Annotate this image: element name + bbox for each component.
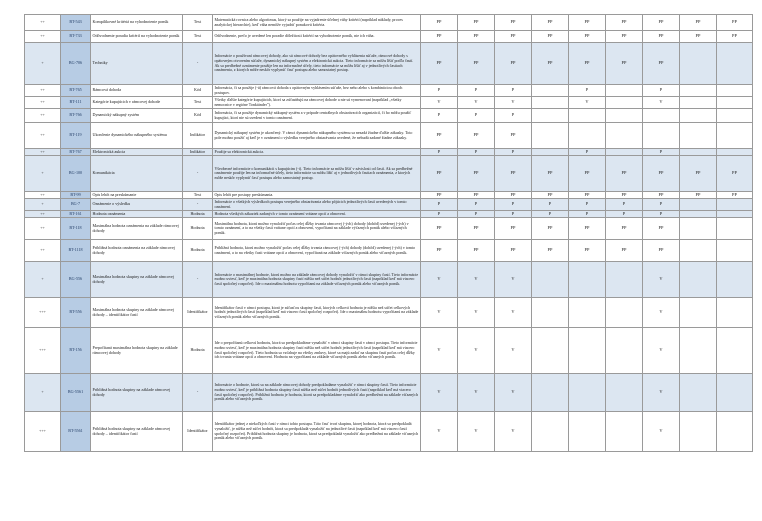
table-row <box>25 412 753 452</box>
notice-column-value: P <box>532 211 569 218</box>
requirements-table <box>24 14 753 452</box>
term-type: - <box>183 43 213 85</box>
term-id: BT-5561 <box>61 412 91 452</box>
notice-column-value: P <box>495 199 532 211</box>
notice-column-value: PP <box>495 31 532 43</box>
notice-column-value: PP <box>495 156 532 192</box>
notice-column-value: PP <box>532 43 569 85</box>
notice-column-value <box>717 211 753 218</box>
notice-column-value: V <box>643 262 680 298</box>
notice-column-value <box>569 109 606 123</box>
notice-column-value <box>569 298 606 328</box>
notice-column-value <box>532 123 569 149</box>
table-row <box>25 123 753 149</box>
notice-column-value: PP <box>569 218 606 240</box>
notice-column-value <box>717 149 753 156</box>
notice-column-value: PP <box>495 123 532 149</box>
term-name: Dynamický nákupný systém <box>91 109 183 123</box>
term-description: Hodnota všetkých zákaziek zadaných v tomto oznámení vrátane opcií a obnovení. <box>213 211 421 218</box>
row-level-mark: ++ <box>25 240 61 262</box>
notice-column-value: V <box>421 262 458 298</box>
notice-column-value <box>680 109 717 123</box>
notice-column-value: PP <box>606 192 643 199</box>
notice-column-value: P <box>643 211 680 218</box>
notice-column-value <box>606 298 643 328</box>
notice-column-value: P <box>495 85 532 97</box>
row-level-mark: ++ <box>25 15 61 31</box>
term-id: BG-7 <box>61 199 91 211</box>
row-level-mark: +++ <box>25 328 61 374</box>
notice-column-value <box>680 43 717 85</box>
term-type: Indikátor <box>183 149 213 156</box>
notice-column-value: PP <box>421 218 458 240</box>
term-name: Ukončenie dynamického nákupného systému <box>91 123 183 149</box>
notice-column-value: P <box>606 211 643 218</box>
term-type: Indikátor <box>183 123 213 149</box>
notice-column-value: V <box>495 97 532 109</box>
notice-column-value: V <box>643 328 680 374</box>
table-row <box>25 15 753 31</box>
notice-column-value: P <box>495 109 532 123</box>
notice-column-value: PP <box>421 123 458 149</box>
notice-column-value: V <box>643 298 680 328</box>
notice-column-value: PP <box>495 15 532 31</box>
row-level-mark: ++ <box>25 149 61 156</box>
term-description: Informácie o hodnote, ktorú sa na základe rámcovej dohody predpokladáme vynaložiť v rámci skupiny častí. Tieto informácie možno uviesť, keď je približná hodnota skupiny častí nižšia než súčet hodnôt jednotlivých častí (napríklad keď má viacero častí spoločný rozpočet). Približná hodnota je hodnota, ktorú sa predpokladáme vynaložiť ako predbežnú na základe víťazných ponúk alebo víťazných ponúk. <box>213 374 421 412</box>
term-description: Informácie o maximálnej hodnote, ktorú možno na základe rámcovej dohody vynaložiť v rámci skupiny častí. Tieto informácie možno uviesť, keď je maximálna hodnota skupiny častí nižšia než súčet hodnôt jednotlivých častí (napríklad keď má viacero častí spoločný rozpočet). Ide o maximálnu hodnotu vypočítanú na základe víťazných ponúk alebo víťazných ponúk. <box>213 262 421 298</box>
term-name: Oznámenie o výsledku <box>91 199 183 211</box>
notice-column-value <box>680 240 717 262</box>
table-row <box>25 85 753 97</box>
notice-column-value: P <box>569 199 606 211</box>
notice-column-value <box>606 262 643 298</box>
term-id: BT-119 <box>61 123 91 149</box>
term-name: Kategórie kupujúcich v rámcovej dohode <box>91 97 183 109</box>
term-name: Približná hodnota skupiny na základe rámcovej dohody <box>91 374 183 412</box>
notice-column-value: PP <box>458 156 495 192</box>
notice-column-value: V <box>643 412 680 452</box>
notice-column-value: PP <box>458 218 495 240</box>
term-name: Rámcová dohoda <box>91 85 183 97</box>
notice-column-value <box>606 374 643 412</box>
term-name: Približná hodnota oznámenia na základe rámcovej dohody <box>91 240 183 262</box>
notice-column-value: PP <box>569 43 606 85</box>
notice-column-value: P <box>421 199 458 211</box>
notice-column-value: V <box>458 298 495 328</box>
notice-column-value <box>606 97 643 109</box>
notice-column-value <box>569 123 606 149</box>
row-level-mark: ++ <box>25 85 61 97</box>
table-row <box>25 31 753 43</box>
term-id: BT-765 <box>61 85 91 97</box>
notice-column-value: V <box>495 412 532 452</box>
term-type: Text <box>183 31 213 43</box>
term-type: Identifikátor <box>183 298 213 328</box>
term-description: Identifikátor častí v rámci postupu, ktorá je súčasťou skupiny častí, ktorých celková hodnota je nižšia než súčet celkových hodnôt jednotlivých častí (napríklad keď má viacero častí spoločný rozpočet). Ide o maximálnu hodnotu vypočítanú na základe víťazných ponúk alebo víťazných ponúk. <box>213 298 421 328</box>
notice-column-value: P <box>569 85 606 97</box>
notice-column-value: PP <box>458 192 495 199</box>
term-type: Text <box>183 15 213 31</box>
term-id: BG-706 <box>61 43 91 85</box>
row-level-mark: + <box>25 374 61 412</box>
notice-column-value: P <box>606 199 643 211</box>
notice-column-value <box>717 43 753 85</box>
notice-column-value <box>680 123 717 149</box>
row-level-mark: ++ <box>25 211 61 218</box>
notice-column-value: P <box>569 211 606 218</box>
notice-column-value <box>532 262 569 298</box>
notice-column-value <box>606 123 643 149</box>
notice-column-value: PP <box>569 240 606 262</box>
notice-column-value: PP <box>717 192 753 199</box>
notice-column-value: V <box>421 97 458 109</box>
term-description: Všetky ďalšie kategórie kupujúcich, ktorí sa zúčastňujú na rámcovej dohode a nie sú vymenovaní (napríklad „všetky nemocnice v regióne Tonkáinder"). <box>213 97 421 109</box>
notice-column-value: PP <box>717 31 753 43</box>
notice-column-value: PP <box>606 218 643 240</box>
notice-column-value: PP <box>532 31 569 43</box>
notice-column-value <box>680 211 717 218</box>
table-row <box>25 97 753 109</box>
notice-column-value <box>717 218 753 240</box>
term-id: BT-111 <box>61 97 91 109</box>
notice-column-value: PP <box>532 218 569 240</box>
notice-column-value: V <box>421 328 458 374</box>
notice-column-value <box>680 218 717 240</box>
notice-column-value: PP <box>569 15 606 31</box>
notice-column-value <box>569 412 606 452</box>
notice-column-value <box>606 328 643 374</box>
term-description: Odôvodnenie, prečo je uvedené len poradie dôležitosti kritérií na vyhodnotenie ponúk, nie ich váha. <box>213 31 421 43</box>
term-type: Hodnota <box>183 328 213 374</box>
notice-column-value: P <box>532 199 569 211</box>
term-id: BT-156 <box>61 328 91 374</box>
term-name: Hodnota oznámenia <box>91 211 183 218</box>
notice-column-value: V <box>458 374 495 412</box>
table-row <box>25 211 753 218</box>
notice-column-value <box>532 149 569 156</box>
notice-column-value: P <box>643 149 680 156</box>
term-id: BT-543 <box>61 15 91 31</box>
notice-column-value: PP <box>458 123 495 149</box>
notice-column-value: PP <box>495 43 532 85</box>
table-row <box>25 149 753 156</box>
term-name: Maximálna hodnota skupiny na základe rámcovej dohody <box>91 262 183 298</box>
notice-column-value: V <box>495 328 532 374</box>
notice-column-value: PP <box>532 156 569 192</box>
term-name: Približná hodnota skupiny na základe rámcovej dohody – identifikátor častí <box>91 412 183 452</box>
term-type: Kód <box>183 109 213 123</box>
notice-column-value: P <box>458 109 495 123</box>
notice-column-value: PP <box>569 31 606 43</box>
row-level-mark: +++ <box>25 298 61 328</box>
term-type: Text <box>183 97 213 109</box>
term-description: Dynamický nákupný systém je ukončený. V rámci dynamického nákupného systému sa nezadá žiadne ďalšie zákazky. Toto pole možno použiť aj keď je v oznámení o výsledku verejného obstarávania uvedené, že nebudú zadané žiadne zákazky. <box>213 123 421 149</box>
notice-column-value <box>606 149 643 156</box>
notice-column-value: PP <box>606 156 643 192</box>
notice-column-value <box>717 412 753 452</box>
notice-column-value <box>717 85 753 97</box>
term-id: BT-99 <box>61 192 91 199</box>
notice-column-value: V <box>458 97 495 109</box>
notice-column-value: V <box>458 262 495 298</box>
notice-column-value: V <box>643 97 680 109</box>
notice-column-value: PP <box>421 240 458 262</box>
term-description: Opis lehôt pre postupy preskúmania. <box>213 192 421 199</box>
notice-column-value <box>680 262 717 298</box>
term-type: Hodnota <box>183 211 213 218</box>
notice-column-value <box>643 123 680 149</box>
notice-column-value: PP <box>606 31 643 43</box>
term-type: Hodnota <box>183 240 213 262</box>
notice-column-value: P <box>421 211 458 218</box>
notice-column-value <box>717 199 753 211</box>
term-name: Kompilikovné kritériá na vyhodnotenie ponúk <box>91 15 183 31</box>
term-description: Všeobecné informácie o komunikácii s kupujúcim (-i). Tieto informácie sa môžu líšiť v závislosti od častí. Ak sa predbežné oznámenie použije len na informačné účely, tieto informácie sa môžu líšiť aj v jednotlivých častiach oznámenia, z ktorých môže neskôr vyplynúť časť postupu alebo samostatný postup. <box>213 156 421 192</box>
notice-column-value: P <box>495 149 532 156</box>
notice-column-value: PP <box>680 15 717 31</box>
notice-column-value: PP <box>569 192 606 199</box>
term-description: Identifikátor jednej z niekoľkých častí v rámci tohto postupu. Táto časť tvorí skupinu, ktorej hodnota, ktorá sa predpokladá vynaložiť, je nižšia než súčet hodnôt, ktorá sa predpokladá vynaložiť na jednotlivé časti (napríklad keď má viacero častí spoločný rozpočet). Približná hodnota skupiny je hodnota, ktorá sa predpokladá vynaložiť ako predbežnú na základe víťazných ponúk alebo víťazných ponúk. <box>213 412 421 452</box>
notice-column-value: V <box>458 412 495 452</box>
term-description: Informácie o používaní rámcovej dohody, ako sú rámcové dohody bez opätovného vyhlásenia súťaže, rámcové dohody s opätovným otvorením súťaže, dynamický nákupný systém a elektronická aukcia. Tieto informácie sa môžu líšiť podľa častí. Ak sa predbežné oznámenie použije len na informačné účely, tieto informácie sa môžu líšiť aj v jednotlivých častiach oznámenia, z ktorých môže neskôr vyplynúť časť postupu alebo samostatný postup. <box>213 43 421 85</box>
term-description: Ide o prepočítanú celkovú hodnotu, ktorá sa predpokladáme vynaložiť v rámci skupiny častí v rámci postupu. Tieto informácie možno uviesť, keď je maximálna hodnota skupiny častí nižšia než súčet hodnôt jednotlivých častí (napríklad keď má viacero častí spoločný rozpočet). Tieto hodnota sa vzťahuje na všetky zmluvy, ktoré sa majú zadať na skupinu častí počas celej dĺžky ich trvania vrátane opcií a obnovení. Hodnota na vypočítanú na základe víťazných ponúk alebo víťazných ponúk. <box>213 328 421 374</box>
notice-column-value: PP <box>458 240 495 262</box>
table-row <box>25 218 753 240</box>
notice-column-value <box>606 109 643 123</box>
notice-column-value <box>680 412 717 452</box>
notice-column-value: PP <box>643 43 680 85</box>
notice-column-value <box>717 123 753 149</box>
row-level-mark: +++ <box>25 412 61 452</box>
term-type: Hodnota <box>183 218 213 240</box>
notice-column-value: PP <box>532 192 569 199</box>
notice-column-value: V <box>458 328 495 374</box>
term-description: Informácia, či sa použije dynamický nákupný systém a v prípade centrálnych obstarávacích organizácií, či ho môžu použiť kupujúci, ktorí nie sú uvedení v tomto oznámení. <box>213 109 421 123</box>
term-id: BT-556 <box>61 298 91 328</box>
notice-column-value: P <box>569 149 606 156</box>
notice-column-value <box>532 85 569 97</box>
term-description: Informácie o všetkých výsledkoch postupu verejného obstarávania alebo pôjúcich jednotlivých častí uvedených v tomto oznámení. <box>213 199 421 211</box>
row-level-mark: ++ <box>25 192 61 199</box>
notice-column-value <box>606 412 643 452</box>
notice-column-value: V <box>421 412 458 452</box>
table-row <box>25 109 753 123</box>
notice-column-value <box>680 85 717 97</box>
term-id: BT-161 <box>61 211 91 218</box>
notice-column-value <box>717 97 753 109</box>
term-type: Text <box>183 192 213 199</box>
notice-column-value <box>717 328 753 374</box>
notice-column-value: V <box>495 374 532 412</box>
notice-column-value: P <box>421 149 458 156</box>
term-name: Opis lehôt na preskúmanie <box>91 192 183 199</box>
term-id: BG-100 <box>61 156 91 192</box>
row-level-mark: ++ <box>25 31 61 43</box>
row-level-mark: + <box>25 156 61 192</box>
notice-column-value <box>717 240 753 262</box>
table-row <box>25 262 753 298</box>
term-type: Kód <box>183 85 213 97</box>
row-level-mark: ++ <box>25 218 61 240</box>
term-id: BT-767 <box>61 149 91 156</box>
notice-column-value: PP <box>643 240 680 262</box>
term-id: BG-5561 <box>61 374 91 412</box>
notice-column-value <box>680 199 717 211</box>
notice-column-value <box>643 109 680 123</box>
notice-column-value: P <box>643 85 680 97</box>
table-row <box>25 240 753 262</box>
notice-column-value: PP <box>680 156 717 192</box>
term-description: Použije sa elektronická aukcia. <box>213 149 421 156</box>
notice-column-value: PP <box>606 43 643 85</box>
notice-column-value: P <box>421 85 458 97</box>
notice-column-value: P <box>458 199 495 211</box>
term-description: Informácia, či sa použije (-ú) rámcová dohoda s opätovným vyhlásením súťaže, bez neho alebo s kombináciou oboch postupov. <box>213 85 421 97</box>
notice-column-value <box>680 97 717 109</box>
notice-column-value: P <box>458 149 495 156</box>
notice-column-value: PP <box>532 240 569 262</box>
row-level-mark: + <box>25 199 61 211</box>
notice-column-value <box>680 374 717 412</box>
row-level-mark: ++ <box>25 123 61 149</box>
term-description: Matematická rovnica alebo algoritmus, ktorý sa použije na vyjadrenie účelnej váhy kritérií (napríklad náklady, proces analytickej hierarchie), keď váha nemôže vyjadriť ponukovú kritéria. <box>213 15 421 31</box>
notice-column-value <box>606 85 643 97</box>
notice-column-value <box>532 374 569 412</box>
term-description: Približná hodnota, ktorú možno vynaložiť počas celej dĺžky trvania rámcovej (-ých) dohody (dohôd) uvedenej (-ých) v tomto oznámení, a to na všetky časti vrátane opcií a obnovení, vypočítaná na základe víťazných ponúk alebo víťazných ponúk. <box>213 240 421 262</box>
notice-column-value: V <box>421 298 458 328</box>
notice-column-value: PP <box>421 15 458 31</box>
row-level-mark: + <box>25 262 61 298</box>
table-row <box>25 43 753 85</box>
row-level-mark: ++ <box>25 97 61 109</box>
notice-column-value <box>717 298 753 328</box>
term-description: Maximálna hodnota, ktorú možno vynaložiť počas celej dĺžky trvania rámcovej (-ých) dohody (dohôd) uvedenej (-ých) v tomto oznámení, a to na všetky časti vrátane opcií a obnovení, vypočítaná na základe výťazných ponúk alebo víťazných ponúk. <box>213 218 421 240</box>
notice-column-value: PP <box>532 15 569 31</box>
notice-column-value: PP <box>495 192 532 199</box>
notice-column-value <box>680 298 717 328</box>
term-name: Maximálna hodnota oznámenia na základe rámcovej dohody <box>91 218 183 240</box>
term-id: BT-733 <box>61 31 91 43</box>
term-name: Komunikácia <box>91 156 183 192</box>
notice-column-value <box>680 328 717 374</box>
notice-column-value: PP <box>421 192 458 199</box>
row-level-mark: + <box>25 43 61 85</box>
notice-column-value: PP <box>643 156 680 192</box>
notice-column-value <box>717 262 753 298</box>
table-row <box>25 298 753 328</box>
notice-column-value: P <box>458 211 495 218</box>
notice-column-value: PP <box>680 192 717 199</box>
notice-column-value <box>569 374 606 412</box>
table-body <box>25 15 753 452</box>
term-name: Odôvodnenie poradia kritérií na vyhodnotenie ponúk <box>91 31 183 43</box>
term-type: - <box>183 156 213 192</box>
notice-column-value: V <box>643 374 680 412</box>
notice-column-value: V <box>569 97 606 109</box>
notice-column-value <box>569 262 606 298</box>
notice-column-value: PP <box>643 31 680 43</box>
notice-column-value: V <box>495 298 532 328</box>
table-row <box>25 374 753 412</box>
notice-column-value: PP <box>458 31 495 43</box>
term-type: Identifikátor <box>183 412 213 452</box>
term-type: - <box>183 199 213 211</box>
notice-column-value: PP <box>643 218 680 240</box>
notice-column-value <box>717 109 753 123</box>
notice-column-value <box>532 328 569 374</box>
term-name: Techniky <box>91 43 183 85</box>
notice-column-value: PP <box>643 192 680 199</box>
notice-column-value: PP <box>495 240 532 262</box>
document-page <box>24 14 752 452</box>
notice-column-value: PP <box>680 31 717 43</box>
notice-column-value: P <box>421 109 458 123</box>
term-name: Maximálna hodnota skupiny na základe rámcovej dohody – identifikátor častí <box>91 298 183 328</box>
notice-column-value: P <box>643 199 680 211</box>
term-type: - <box>183 374 213 412</box>
notice-column-value: PP <box>569 156 606 192</box>
notice-column-value <box>532 298 569 328</box>
notice-column-value: PP <box>421 156 458 192</box>
notice-column-value: PP <box>458 43 495 85</box>
table-row <box>25 328 753 374</box>
term-type: - <box>183 262 213 298</box>
term-id: BT-766 <box>61 109 91 123</box>
notice-column-value: PP <box>495 218 532 240</box>
term-name: Elektronická aukcia <box>91 149 183 156</box>
term-name: Prepočítaná maximálna hodnota skupiny na základe rámcovej dohody <box>91 328 183 374</box>
row-level-mark: ++ <box>25 109 61 123</box>
table-row <box>25 156 753 192</box>
notice-column-value: V <box>495 262 532 298</box>
notice-column-value <box>532 109 569 123</box>
notice-column-value: PP <box>606 15 643 31</box>
notice-column-value: PP <box>421 31 458 43</box>
notice-column-value: PP <box>458 15 495 31</box>
notice-column-value <box>532 97 569 109</box>
notice-column-value <box>680 149 717 156</box>
table-row <box>25 192 753 199</box>
term-id: BT-118 <box>61 218 91 240</box>
notice-column-value: P <box>458 85 495 97</box>
notice-column-value <box>532 412 569 452</box>
term-id: BG-556 <box>61 262 91 298</box>
notice-column-value: PP <box>717 15 753 31</box>
table-row <box>25 199 753 211</box>
notice-column-value: P <box>495 211 532 218</box>
notice-column-value: PP <box>421 43 458 85</box>
notice-column-value <box>569 328 606 374</box>
term-id: BT-1118 <box>61 240 91 262</box>
notice-column-value: V <box>421 374 458 412</box>
notice-column-value: PP <box>606 240 643 262</box>
notice-column-value: PP <box>717 156 753 192</box>
notice-column-value: PP <box>643 15 680 31</box>
notice-column-value <box>717 374 753 412</box>
